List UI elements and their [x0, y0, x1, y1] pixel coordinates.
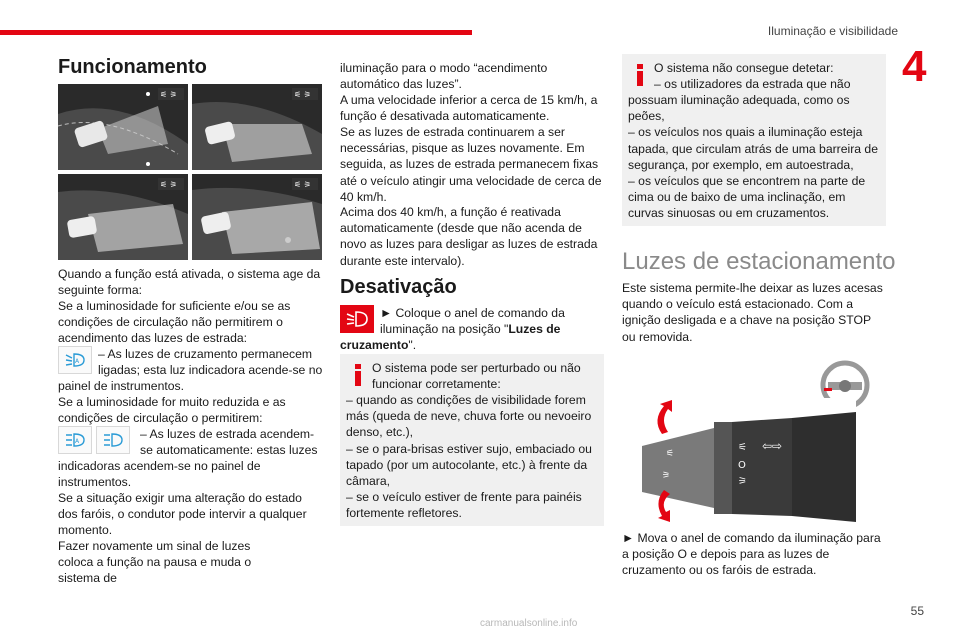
- heading-luzes-estacionamento: Luzes de estacionamento: [622, 248, 896, 275]
- paragraph-reactivation: Acima dos 40 km/h, a função é reativada automaticamente (desde que não acenda de novo as luzes para desligar as luzes de estrada durante este intervalo).: [340, 205, 598, 268]
- svg-text:⚞: ⚞: [738, 476, 747, 487]
- info-detection-line1: O sistema não consegue detetar:: [654, 61, 834, 75]
- svg-text:⚟ ⚞: ⚟ ⚞: [294, 180, 311, 189]
- step-deactivate-line2: iluminação na posição "Luzes de: [380, 322, 561, 336]
- info-disturbance-line2: funcionar corretamente:: [372, 377, 501, 391]
- footer-watermark: carmanualsonline.info: [480, 618, 578, 629]
- low-beam-headlamp-icon: [340, 305, 374, 333]
- stalk-position-o-label: O: [738, 460, 746, 471]
- paragraph-driver-intervene: Se a situação exigir uma alteração do estado dos faróis, o condutor pode intervir a qualquer momento.: [58, 491, 307, 538]
- svg-text:A: A: [75, 358, 80, 365]
- info-icon: [354, 364, 362, 386]
- svg-text:⚟: ⚟: [738, 442, 747, 453]
- chapter-number: 4: [902, 42, 927, 91]
- paragraph-high-beam-result: – As luzes de estrada acendem-se automaticamente: estas luzes: [140, 427, 318, 458]
- illustration-grid: [58, 84, 322, 260]
- section-title: Iluminação e visibilidade: [767, 24, 898, 38]
- svg-text:⚞: ⚞: [662, 471, 671, 481]
- step-deactivate-line1: ► Coloque o anel de comando da: [380, 306, 565, 320]
- info-disturbance-line1: O sistema pode ser perturbado ou não: [372, 361, 581, 375]
- paragraph-intro: Quando a função está ativada, o sistema age da seguinte forma:: [58, 267, 321, 298]
- paragraph-auto-mode: iluminação para o modo “acendimento automático das luzes”.: [340, 61, 548, 92]
- svg-text:⚟ ⚞: ⚟ ⚞: [160, 180, 177, 189]
- low-beam-auto-indicator-icon: [58, 346, 92, 374]
- illustration-night-road-2: [192, 84, 322, 170]
- heading-desativacao: Desativação: [340, 276, 457, 298]
- heading-funcionamento: Funcionamento: [58, 56, 207, 78]
- paragraph-low-beam-result: – As luzes de cruzamento permanecem ligadas; esta luz indicadora acende-se no: [98, 347, 323, 378]
- info-detection-list: possuam iluminação adequada, como os peões, – os veículos nos quais a iluminação esteja tapada, que circulam atrás de uma barreira de segurança, por exemplo, em autoestrada, – os veículos que se encontrem na parte de cima ou de baixo de uma inclinação, em curvas sinuosas ou em cruzamentos.: [628, 93, 878, 221]
- svg-text:⚟: ⚟: [666, 449, 675, 459]
- page-number: 55: [910, 604, 924, 618]
- svg-text:A: A: [75, 438, 80, 445]
- paragraph-low-beam-condition: Se a luminosidade for suficiente e/ou se as condições de circulação não permitirem o acendimento das luzes de estrada:: [58, 299, 291, 346]
- paragraph-flash-again: Fazer novamente um sinal de luzes coloca a função na pausa e muda o sistema de: [58, 539, 252, 586]
- info-box-detection: [622, 54, 886, 226]
- paragraph-low-speed: A uma velocidade inferior a cerca de 15 km/h, a função é desativada automaticamente.: [340, 93, 598, 124]
- high-beam-indicator-icon: [96, 426, 130, 454]
- paragraph-parking-lights: Este sistema permite-lhe deixar as luzes acesas quando o veículo está estacionado. Com a ignição desligada e a chave na posição STOP ou removida.: [622, 281, 883, 344]
- info-detection-line2: – os utilizadores da estrada que não: [654, 77, 851, 91]
- svg-text:⇦⇨: ⇦⇨: [762, 439, 783, 453]
- header-accent-bar: [0, 30, 472, 35]
- high-beam-auto-indicator-icon: [58, 426, 92, 454]
- info-disturbance-list: – quando as condições de visibilidade forem más (queda de neve, chuva forte ou nevoeiro denso, etc.), – se o para-brisas estiver sujo, embaciado ou tapado (por um autocolante, etc.) à frente da câmara, – se o veículo estiver de frente para painéis fortemente refletores.: [346, 393, 592, 521]
- paragraph-high-beam-result-cont: indicadoras acendem-se no painel de instrumentos.: [58, 459, 261, 490]
- info-icon: [636, 64, 644, 86]
- info-box-disturbance: [340, 354, 604, 526]
- lighting-stalk-illustration: [622, 398, 856, 522]
- paragraph-low-beam-result-cont: painel de instrumentos.: [58, 379, 185, 393]
- svg-text:⚟ ⚞: ⚟ ⚞: [294, 90, 311, 99]
- step-parking-lights: ► Mova o anel de comando da iluminação para a posição O e depois para as luzes de cruzamento ou os faróis de estrada.: [622, 531, 881, 578]
- paragraph-high-beam-condition: Se a luminosidade for muito reduzida e as condições de circulação o permitirem:: [58, 395, 286, 426]
- illustration-night-road-4: [192, 174, 322, 260]
- paragraph-flash-again-fixed: Se as luzes de estrada continuarem a ser necessárias, pisque as luzes novamente. Em seguida, as luzes de estrada permanecem fixas até o veículo atingir uma velocidade de cerca de 40 km/h.: [340, 125, 602, 204]
- illustration-night-road-1: [58, 84, 188, 170]
- illustration-night-road-3: [58, 174, 188, 260]
- svg-text:⚟ ⚞: ⚟ ⚞: [160, 90, 177, 99]
- step-deactivate-line3: cruzamento".: [340, 338, 417, 352]
